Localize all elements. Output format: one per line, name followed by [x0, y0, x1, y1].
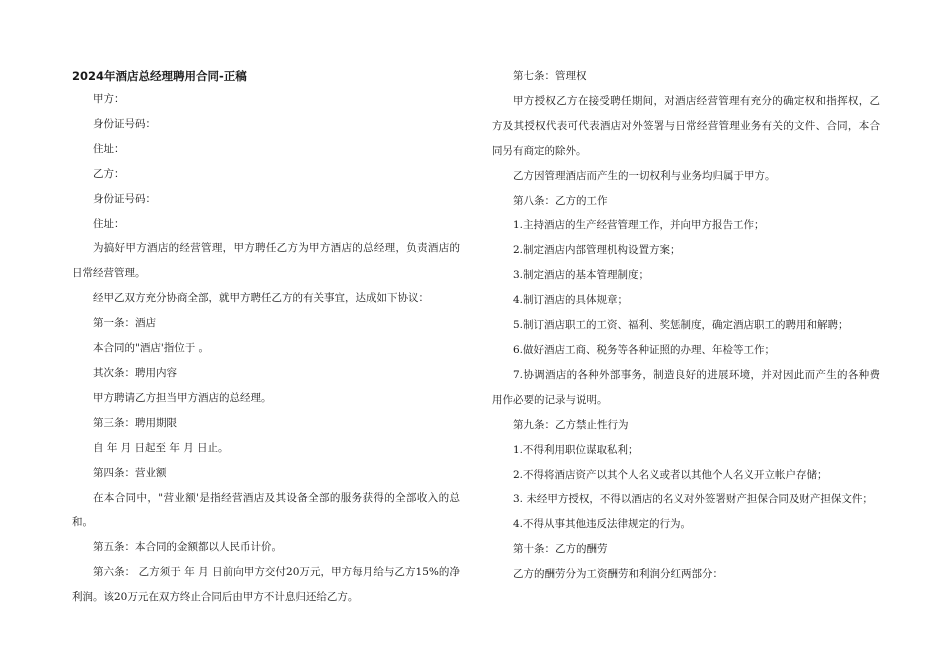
contract-paragraph: 甲方授权乙方在接受聘任期间，对酒店经营管理有充分的确定权和指挥权，乙方及其授权代表可代表酒店对外签署与日常经营管理业务有关的文件、合同，本合同另有商定的除外。 [492, 94, 880, 157]
contract-paragraph: 自 年 月 日起至 年 月 日止。 [93, 441, 229, 454]
contract-paragraph: 其次条：聘用内容 [93, 366, 177, 379]
contract-paragraph: 2.制定酒店内部管理机构设置方案； [513, 244, 681, 257]
contract-paragraph: 第四条：营业额 [93, 466, 167, 479]
contract-paragraph: 4.不得从事其他违反法律规定的行为。 [513, 518, 692, 531]
contract-paragraph: 本合同的"酒店'指位于 。 [93, 342, 210, 355]
contract-paragraph: 2.不得将酒店资产以其个人名义或者以其他个人名义开立帐户存储； [513, 468, 828, 481]
contract-paragraph: 第五条：本合同的金额都以人民币计价。 [93, 541, 282, 554]
left-paragraphs [72, 87, 460, 610]
contract-paragraph: 甲方聘请乙方担当甲方酒店的总经理。 [93, 391, 272, 404]
contract-paragraph: 第九条：乙方禁止性行为 [513, 418, 629, 431]
contract-paragraph: 在本合同中，"营业额'是指经营酒店及其设备全部的服务获得的全部收入的总和。 [72, 491, 460, 529]
left-column [72, 64, 460, 610]
document-title: 2024年酒店总经理聘用合同-正稿 [72, 69, 247, 83]
contract-paragraph: 住址： [93, 142, 125, 155]
contract-paragraph: 乙方因管理酒店而产生的一切权利与业务均归属于甲方。 [513, 169, 776, 182]
contract-paragraph: 乙方的酬劳分为工资酬劳和利润分红两部分： [513, 568, 723, 581]
contract-paragraph: 住址： [93, 217, 125, 230]
right-column [492, 64, 880, 587]
contract-paragraph: 乙方： [93, 167, 125, 180]
contract-paragraph: 经甲乙双方充分协商全部，就甲方聘任乙方的有关事宜，达成如下协议： [93, 292, 429, 305]
contract-paragraph: 7.协调酒店的各种外部事务，制造良好的进展环境，并对因此而产生的各种费用作必要的记录与说明。 [492, 368, 880, 406]
contract-paragraph: 身份证号码： [93, 117, 156, 130]
contract-paragraph: 1.不得利用职位谋取私利； [513, 443, 639, 456]
contract-paragraph: 1.主持酒店的生产经营管理工作，并向甲方报告工作； [513, 219, 765, 232]
contract-paragraph: 第一条：酒店 [93, 317, 156, 330]
contract-paragraph: 第六条： 乙方须于 年 月 日前向甲方交付20万元，甲方每月给与乙方15%的净利润。该20万元在双方终止合同后由甲方不计息归还给乙方。 [72, 566, 460, 604]
contract-paragraph: 6.做好酒店工商、税务等各种证照的办理、年检等工作； [513, 343, 776, 356]
contract-paragraph: 为搞好甲方酒店的经营管理，甲方聘任乙方为甲方酒店的总经理，负责酒店的日常经营管理。 [72, 242, 460, 280]
contract-paragraph: 第十条：乙方的酬劳 [513, 543, 608, 556]
contract-paragraph: 第八条：乙方的工作 [513, 194, 608, 207]
contract-paragraph: 5.制订酒店职工的工资、福利、奖惩制度，确定酒店职工的聘用和解聘； [513, 319, 849, 332]
contract-paragraph: 身份证号码： [93, 192, 156, 205]
right-paragraphs [492, 64, 880, 587]
contract-paragraph: 4.制订酒店的具体规章； [513, 294, 629, 307]
contract-paragraph: 3. 未经甲方授权，不得以酒店的名义对外签署财产担保合同及财产担保文件； [513, 493, 873, 506]
contract-paragraph: 第三条：聘用期限 [93, 416, 177, 429]
contract-paragraph: 甲方： [93, 93, 125, 105]
contract-paragraph: 第七条：管理权 [513, 70, 587, 82]
contract-paragraph: 3.制定酒店的基本管理制度； [513, 269, 650, 282]
